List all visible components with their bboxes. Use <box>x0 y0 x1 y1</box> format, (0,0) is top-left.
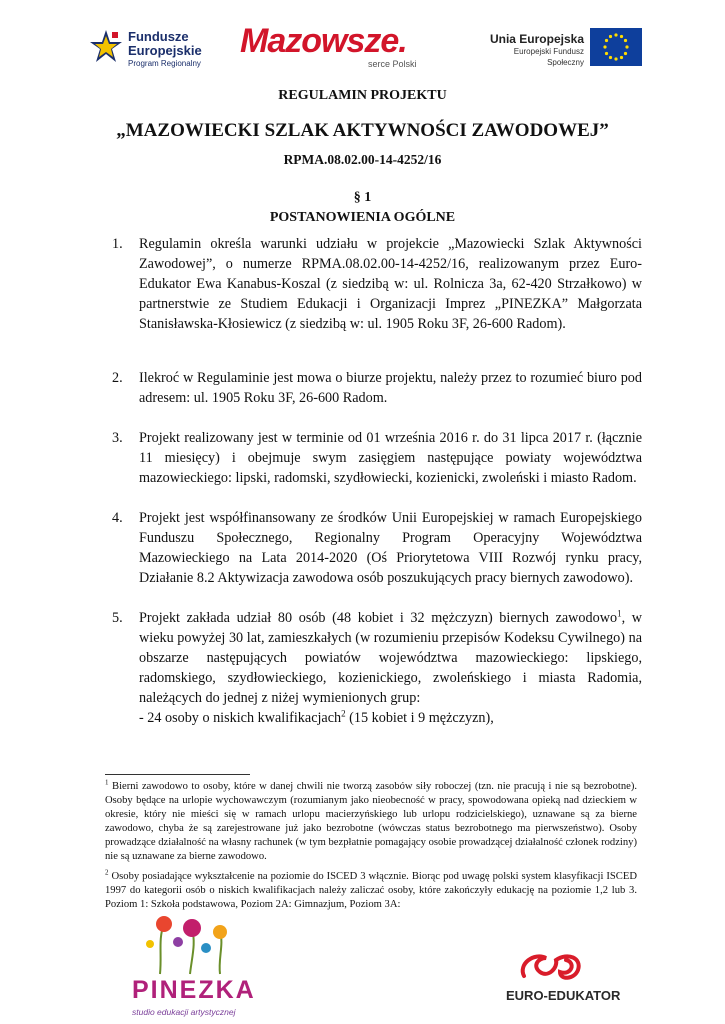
footnote <box>105 780 637 864</box>
list-item <box>112 368 642 408</box>
footnote-ref[interactable]: 2 <box>341 708 346 719</box>
project-code: RPMA.08.02.00-14-4252/16 <box>283 152 442 167</box>
mazowsze-word: Mazowsze. <box>240 22 407 60</box>
unia-europejska-logo <box>482 28 642 74</box>
fe-star-icon <box>88 28 124 68</box>
item-subpoint <box>139 708 642 728</box>
item-number: 1. <box>112 236 123 252</box>
document-title: „MAZOWIECKI SZLAK AKTYWNOŚCI ZAWODOWEJ” <box>116 120 609 141</box>
item-number: 5. <box>112 610 123 626</box>
section-title: POSTANOWIENIA OGÓLNE <box>269 210 456 225</box>
eu-line2: Europejski Fundusz Społeczny <box>513 47 584 67</box>
euro-edukator-word: EURO-EDUKATOR <box>506 988 621 1003</box>
list-item <box>112 428 642 488</box>
item-number: 2. <box>112 370 123 386</box>
item-text: Ilekroć w Regulaminie jest mowa o biurze projektu, należy przez to rozumieć biuro pod adresem: ul. 1905 Roku 3F, 26-600 Radom. <box>139 370 642 406</box>
pinezka-logo <box>120 914 280 1020</box>
flowers-icon <box>120 914 270 976</box>
item-text: Regulamin określa warunki udziału w projekcie „Mazowiecki Szlak Aktywności Zawodowej”, o numerze RPMA.08.02.00-14-4252/16, realizowanym przez Euro-Edukator Ewa Kanabus-Koszal (z siedzibą w: ul. Rolnicza 3a, 62-420 Strzałkowo) w partnerstwie ze Studiem Edukacji i Organizacji Imprez „PINEZKA” Małgorzata Stanisławska-Kłosiewicz (z siedzibą w: ul. 1905 Roku 3F, 26-600 Radom). <box>139 236 642 332</box>
fe-line3: Program Regionalny <box>128 59 201 68</box>
fe-line1: Fundusze <box>128 29 189 44</box>
footnote-divider <box>105 774 250 775</box>
fundusze-europejskie-logo <box>88 28 238 74</box>
item-text: Projekt realizowany jest w terminie od 01 września 2016 r. do 31 lipca 2017 r. (łącznie 11 miesięcy) i obejmuje swym zasięgiem następujące powiaty województwa mazowieckiego: lipski, radomski, szydłowiecki, kozienicki, zwoleński i miasto Radom. <box>139 430 642 486</box>
footnote-mark: 1 <box>105 778 109 787</box>
list-item <box>112 234 642 334</box>
footnote-text: Osoby posiadające wykształcenie na poziomie do ISCED 3 włącznie. Biorąc pod uwagę polski system klasyfikacji ISCED 1997 do kategorii osób o niskich kwalifikacjach należy zaliczać osoby, które zakończyły edukację na poziomie 1,2 lub 3. Poziom 1: Szkoła podstawowa, Poziom 2A: Gimnazjum, Poziom 3A: <box>105 871 637 910</box>
pinezka-tagline: studio edukacji artystycznej <box>132 1007 236 1017</box>
footnote-mark: 2 <box>105 868 109 877</box>
euro-edukator-logo <box>506 948 626 1008</box>
footnote-text: Bierni zawodowo to osoby, które w danej chwili nie tworzą zasobów siły roboczej (tzn. nie pracują i nie są bezrobotne). Osoby będące na urlopie wychowawczym (rozumianym jako nieobecność w pracy, spowodowana opieką nad dzieckiem w okresie, który nie mieści się w ramach urlopu macierzyńskiego lub urlopu rodzicielskiego), uznawane są za bierne zawodowo, chyba że są zarejestrowane już jako bezrobotne (wówczas status bezrobotnego ma pierwszeństwo). Osoby prowadzące działalność na własny rachunek (w tym bezpłatnie pomagający osobie prowadzącej działalność członek rodziny) nie są uznawane za bierne zawodowo. <box>105 781 637 862</box>
item-text: Projekt jest współfinansowany ze środków Unii Europejskiej w ramach Europejskiego Funduszu Społecznego, Regionalny Program Operacyjny Województwa Mazowieckiego na Lata 2014-2020 (Oś Priorytetowa VIII Rozwój rynku pracy, Działanie 8.2 Aktywizacja zawodowa osób poszukujących pracy biernych zawodowo). <box>139 510 642 586</box>
paragraph-mark: § 1 <box>353 190 372 205</box>
footnotes <box>105 780 637 918</box>
header-logos <box>0 22 725 82</box>
footnote-ref[interactable]: 1 <box>617 608 622 619</box>
eu-line1: Unia Europejska <box>489 32 584 46</box>
item-subpoint-text: - 24 osoby o niskich kwalifikacjach <box>139 710 342 726</box>
mazowsze-logo <box>240 22 440 82</box>
eu-flag-icon <box>590 28 642 66</box>
fe-line2: Europejskie <box>128 43 202 58</box>
item-text <box>139 608 642 708</box>
footnote <box>105 870 637 912</box>
mazowsze-tagline: serce Polski <box>368 59 417 69</box>
item-subpoint-text: (15 kobiet i 9 mężczyzn), <box>345 710 494 726</box>
item-text-part: Projekt zakłada udział 80 osób (48 kobiet i 32 mężczyzn) biernych zawodowo <box>139 610 618 626</box>
item-number: 3. <box>112 430 123 446</box>
list-item <box>112 508 642 588</box>
euro-edukator-swirl-icon <box>516 948 606 984</box>
item-text-part: , w wieku powyżej 30 lat, zamieszkałych (w rozumieniu przepisów Kodeksu Cywilnego) na obszarze następujących powiatów województwa mazowieckiego: lipskiego, radomskiego, szydłowieckiego, kozienickiego, zwoleńskiego i miasta Radomia, należących do jednej z niżej wymienionych grup: <box>139 610 642 706</box>
document-kicker: REGULAMIN PROJEKTU <box>278 88 447 103</box>
item-number: 4. <box>112 510 123 526</box>
pinezka-word: PINEZKA <box>132 976 256 1004</box>
list-item <box>112 608 642 728</box>
provisions-list <box>112 234 642 744</box>
